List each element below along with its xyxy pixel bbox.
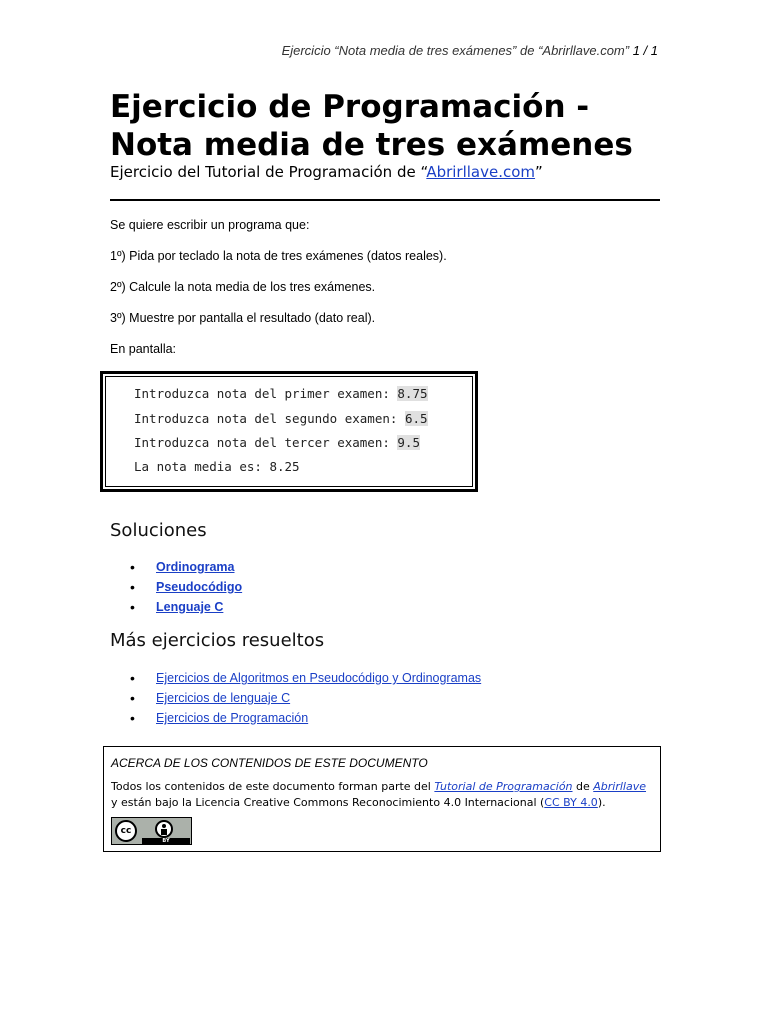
bullet-icon: • — [130, 559, 135, 575]
cc-by-license-badge[interactable] — [111, 817, 192, 845]
console-label-1: Introduzca nota del primer examen: — [134, 386, 398, 401]
header-text: Ejercicio “Nota media de tres exámenes” de “Abrirllave.com” — [281, 43, 630, 58]
mas-ejercicios-list — [130, 668, 481, 728]
lenguaje-c-link[interactable]: Lenguaje C — [156, 600, 224, 614]
bullet-icon: • — [130, 710, 135, 726]
subtitle-prefix: Ejercicio del Tutorial de Programación de “ — [110, 163, 427, 181]
cc-icon: cc — [115, 820, 137, 842]
about-text-3: y están bajo la Licencia Creative Commons Reconocimiento 4.0 Internacional ( — [111, 796, 545, 809]
about-text-4: ). — [597, 796, 606, 809]
bullet-icon: • — [130, 670, 135, 686]
about-title: ACERCA DE LOS CONTENIDOS DE ESTE DOCUMENTO — [111, 756, 428, 770]
console-value-1: 8.75 — [397, 386, 428, 401]
ordinograma-link[interactable]: Ordinograma — [156, 560, 235, 574]
document-title — [110, 88, 670, 164]
abrirllave-link[interactable]: Abrirllave.com — [426, 163, 536, 181]
intro-paragraph-1: Se quiere escribir un programa que: — [110, 218, 310, 232]
about-text — [111, 779, 656, 811]
page-header — [282, 43, 658, 58]
console-line-1 — [134, 386, 428, 401]
intro-paragraph-3: 2º) Calcule la nota media de los tres exámenes. — [110, 280, 376, 294]
list-item — [130, 668, 481, 688]
about-text-2: de — [572, 780, 594, 793]
ejercicios-algoritmos-link[interactable]: Ejercicios de Algoritmos en Pseudocódigo y Ordinogramas — [156, 671, 482, 685]
subtitle-suffix: ” — [535, 163, 543, 181]
mas-ejercicios-heading: Más ejercicios resueltos — [110, 630, 325, 651]
bullet-icon: • — [130, 579, 135, 595]
intro-paragraph-2: 1º) Pida por teclado la nota de tres exámenes (datos reales). — [110, 249, 447, 263]
ejercicios-programacion-link[interactable]: Ejercicios de Programación — [156, 711, 309, 725]
pseudocodigo-link[interactable]: Pseudocódigo — [156, 580, 243, 594]
title-line-2: Nota media de tres exámenes — [110, 127, 633, 163]
intro-paragraph-4: 3º) Muestre por pantalla el resultado (dato real). — [110, 311, 376, 325]
list-item — [130, 708, 481, 728]
console-inner — [105, 376, 473, 487]
title-divider — [110, 199, 660, 201]
subtitle — [110, 163, 543, 181]
soluciones-heading: Soluciones — [110, 520, 207, 541]
bullet-icon: • — [130, 599, 135, 615]
list-item — [130, 577, 242, 597]
console-label-2: Introduzca nota del segundo examen: — [134, 411, 405, 426]
console-value-2: 6.5 — [404, 411, 428, 426]
console-line-2 — [134, 411, 428, 426]
title-line-1: Ejercicio de Programación - — [110, 89, 590, 125]
attribution-person-icon — [155, 820, 173, 838]
ejercicios-lenguaje-c-link[interactable]: Ejercicios de lenguaje C — [156, 691, 291, 705]
list-item — [130, 688, 481, 708]
soluciones-list — [130, 557, 242, 617]
about-text-1: Todos los contenidos de este documento forman parte del — [111, 780, 435, 793]
page-number: 1 / 1 — [632, 43, 658, 58]
console-line-3 — [134, 435, 420, 450]
bullet-icon: • — [130, 690, 135, 706]
console-output-box — [100, 371, 478, 492]
list-item — [130, 557, 242, 577]
console-value-3: 9.5 — [397, 435, 420, 450]
cc-by-link[interactable]: CC BY 4.0 — [544, 796, 598, 809]
console-label-4: La nota media es: 8.25 — [134, 459, 300, 474]
about-box — [103, 746, 661, 852]
list-item — [130, 597, 242, 617]
console-label-3: Introduzca nota del tercer examen: — [134, 435, 398, 450]
abrirllave-about-link[interactable]: Abrirllave — [593, 780, 647, 793]
by-label: BY — [142, 838, 190, 844]
intro-paragraph-5: En pantalla: — [110, 342, 177, 356]
console-line-4 — [134, 459, 300, 474]
tutorial-programacion-link[interactable]: Tutorial de Programación — [434, 780, 573, 793]
